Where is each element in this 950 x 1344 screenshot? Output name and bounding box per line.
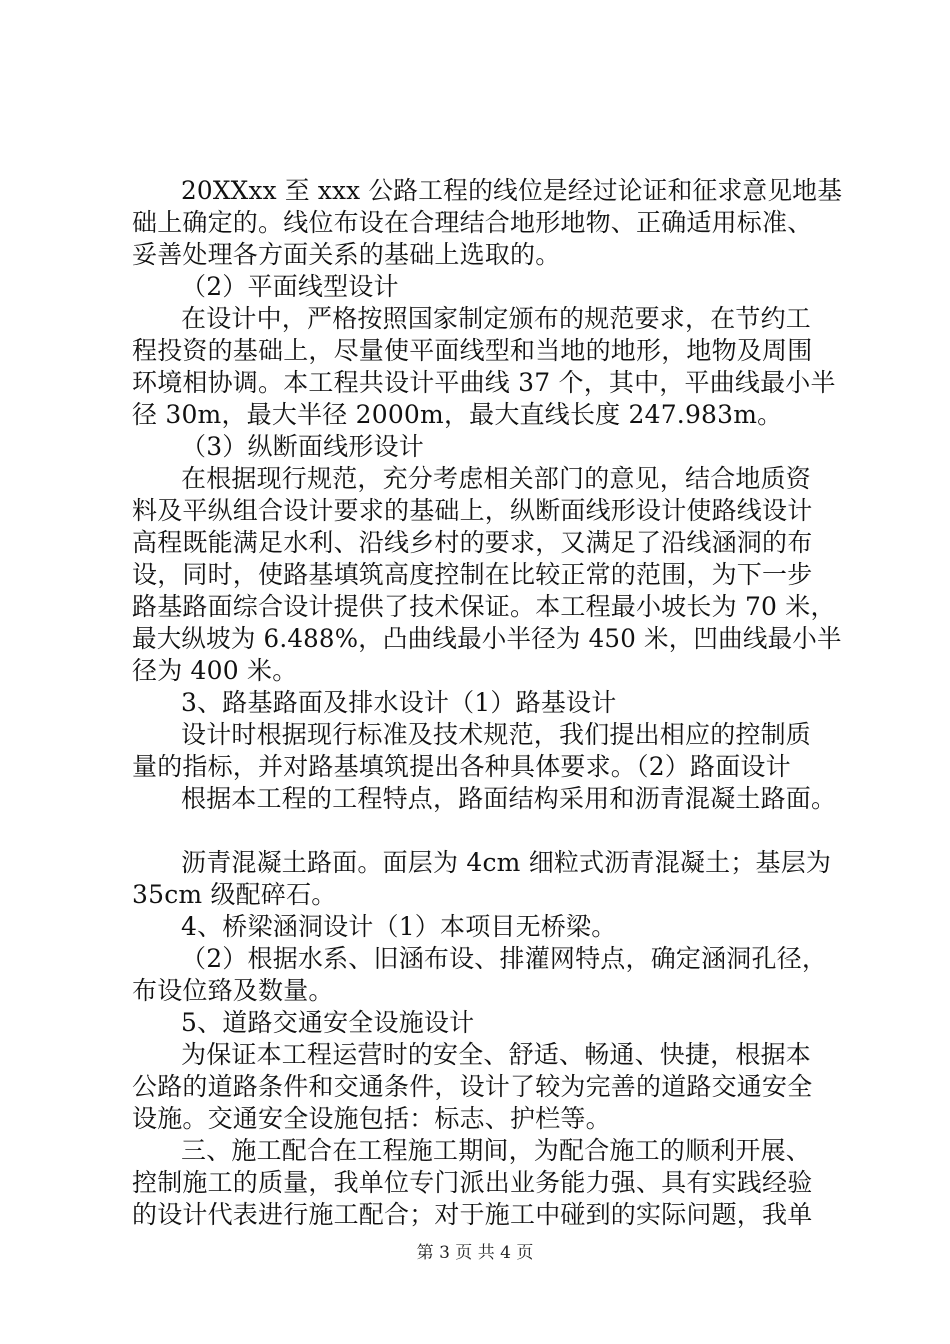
text-line: 高程既能满足水利、沿线乡村的要求，又满足了沿线涵洞的布 [132,528,813,557]
text-line: 路基路面综合设计提供了技术保证。本工程最小坡长为 70 米， [132,592,836,621]
text-line: 沥青混凝土路面。面层为 4cm 细粒式沥青混凝土；基层为 [181,848,832,877]
text-line: 的设计代表进行施工配合；对于施工中碰到的实际问题，我单 [132,1200,813,1229]
text-line: 最大纵坡为 6.488%，凸曲线最小半径为 450 米，凹曲线最小半 [132,624,842,653]
text-line: 量的指标，并对路基填筑提出各种具体要求。（2）路面设计 [132,752,791,781]
text-line: 设施。交通安全设施包括：标志、护栏等。 [132,1104,611,1133]
text-line: 础上确定的。线位布设在合理结合地形地物、正确适用标准、 [132,208,813,237]
text-line: 为保证本工程运营时的安全、舒适、畅通、快捷，根据本 [181,1040,812,1069]
text-line: 径为 400 米。 [132,656,298,685]
text-line: 在根据现行规范，充分考虑相关部门的意见，结合地质资 [181,464,812,493]
text-line: 径 30m，最大半径 2000m，最大直线长度 247.983m。 [132,400,783,429]
text-line: 控制施工的质量，我单位专门派出业务能力强、具有实践经验 [132,1168,813,1197]
section-heading: 三、施工配合在工程施工期间，为配合施工的顺利开展、 [181,1136,812,1165]
text-line: 环境相协调。本工程共设计平曲线 37 个，其中，平曲线最小半 [132,368,836,397]
section-heading: 3、路基路面及排水设计（1）路基设计 [181,688,617,717]
section-heading: （3）纵断面线形设计 [181,432,424,461]
page-number: 第 3 页 共 4 页 [416,1243,534,1263]
text-line: 根据本工程的工程特点，路面结构采用和沥青混凝土路面。 [181,784,837,813]
text-line: （2）根据水系、旧涵布设、排灌网特点，确定涵洞孔径， [181,944,828,973]
text-line: 在设计中，严格按照国家制定颁布的规范要求，在节约工 [181,304,812,333]
text-line: 20XXxx 至 xxx 公路工程的线位是经过论证和征求意见地基 [181,176,843,205]
section-heading: （2）平面线型设计 [181,272,399,301]
text-line: 布设位臵及数量。 [132,976,334,1005]
section-heading: 5、道路交通安全设施设计 [181,1008,475,1037]
text-line: 公路的道路条件和交通条件，设计了较为完善的道路交通安全 [132,1072,813,1101]
section-heading: 4、桥梁涵洞设计（1）本项目无桥梁。 [181,912,617,941]
text-line: 料及平纵组合设计要求的基础上，纵断面线形设计使路线设计 [132,496,813,525]
text-line: 35cm 级配碎石。 [132,880,337,909]
text-line: 设，同时，使路基填筑高度控制在比较正常的范围，为下一步 [132,560,813,589]
text-line: 设计时根据现行标准及技术规范，我们提出相应的控制质 [181,720,812,749]
text-line: 程投资的基础上，尽量使平面线型和当地的地形，地物及周围 [132,336,813,365]
text-line: 妥善处理各方面关系的基础上选取的。 [132,240,561,269]
